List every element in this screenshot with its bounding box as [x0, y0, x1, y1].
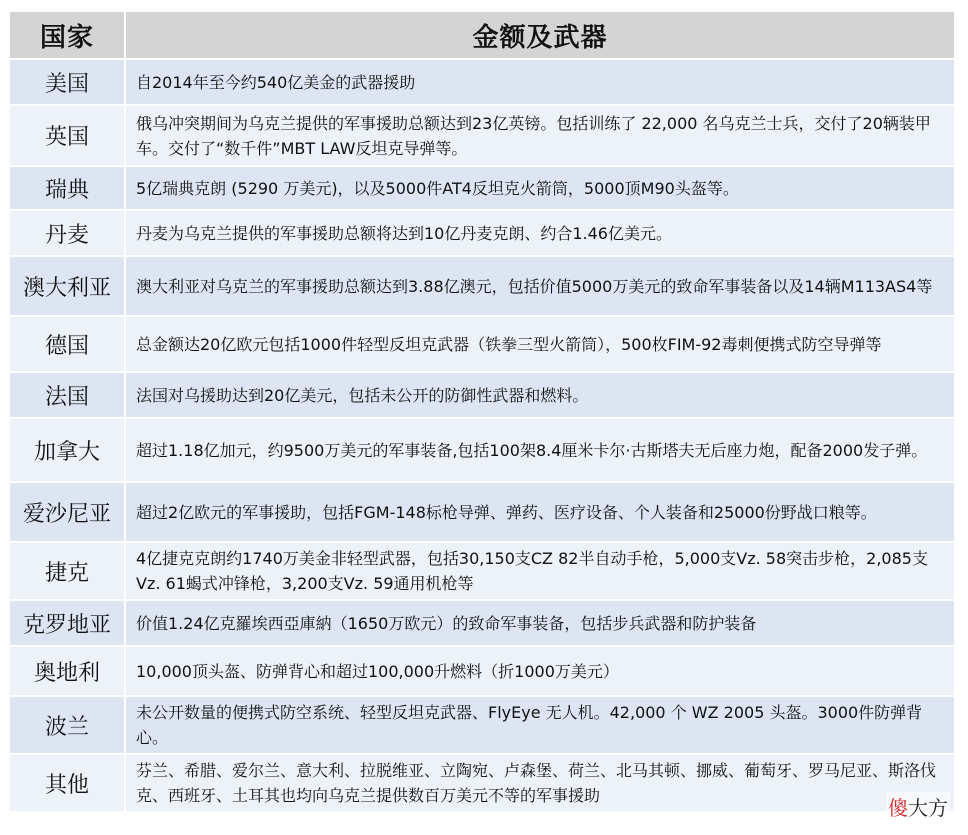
row-country: 澳大利亚 [10, 257, 126, 317]
row-detail: 价值1.24亿克羅埃西亞庫納（1650万欧元）的致命军事装备，包括步兵武器和防护装备 [126, 601, 956, 647]
table-row [10, 755, 956, 813]
row-detail: 芬兰、希腊、爱尔兰、意大利、拉脱维亚、立陶宛、卢森堡、荷兰、北马其顿、挪威、葡萄牙、罗马尼亚、斯洛伐克、西班牙、土耳其也均向乌克兰提供数百万美元不等的军事援助 [126, 755, 956, 813]
row-detail: 法国对乌援助达到20亿美元，包括未公开的防御性武器和燃料。 [126, 373, 956, 419]
row-country: 加拿大 [10, 419, 126, 483]
row-country: 瑞典 [10, 167, 126, 211]
header-detail: 金额及武器 [126, 12, 956, 60]
table-row [10, 257, 956, 317]
table-row [10, 419, 956, 483]
table-row [10, 211, 956, 257]
table-row [10, 697, 956, 755]
row-country: 法国 [10, 373, 126, 419]
table-row [10, 60, 956, 106]
table-row [10, 317, 956, 373]
table-header-row [10, 12, 956, 60]
row-country: 德国 [10, 317, 126, 373]
row-detail: 俄乌冲突期间为乌克兰提供的军事援助总额达到23亿英镑。包括训练了 22,000 名乌克兰士兵，交付了20辆装甲车。交付了“数千件”MBT LAW反坦克导弹等。 [126, 106, 956, 167]
row-country: 爱沙尼亚 [10, 483, 126, 543]
table-row [10, 483, 956, 543]
aid-table [10, 12, 956, 813]
table-row [10, 373, 956, 419]
watermark-text: 大方 [908, 796, 948, 820]
row-country: 丹麦 [10, 211, 126, 257]
header-country: 国家 [10, 12, 126, 60]
row-detail: 4亿捷克克朗约1740万美金非轻型武器，包括30,150支CZ 82半自动手枪，5,000支Vz. 58突击步枪，2,085支Vz. 61蝎式冲锋枪，3,200支Vz. 59通用机枪等 [126, 543, 956, 601]
row-detail: 未公开数量的便携式防空系统、轻型反坦克武器、FlyEye 无人机。42,000 个 WZ 2005 头盔。3000件防弹背心。 [126, 697, 956, 755]
row-country: 波兰 [10, 697, 126, 755]
row-country: 其他 [10, 755, 126, 813]
table-row [10, 167, 956, 211]
row-country: 美国 [10, 60, 126, 106]
watermark-logo [886, 792, 950, 821]
row-detail: 超过2亿欧元的军事援助，包括FGM-148标枪导弹、弹药、医疗设备、个人装备和25000份野战口粮等。 [126, 483, 956, 543]
row-country: 捷克 [10, 543, 126, 601]
row-country: 英国 [10, 106, 126, 167]
row-detail: 10,000顶头盔、防弹背心和超过100,000升燃料（折1000万美元） [126, 647, 956, 697]
table-row [10, 106, 956, 167]
row-detail: 丹麦为乌克兰提供的军事援助总额将达到10亿丹麦克朗、约合1.46亿美元。 [126, 211, 956, 257]
table-row [10, 601, 956, 647]
row-detail: 超过1.18亿加元，约9500万美元的军事装备,包括100架8.4厘米卡尔·古斯塔夫无后座力炮，配备2000发子弹。 [126, 419, 956, 483]
row-detail: 自2014年至今约540亿美金的武器援助 [126, 60, 956, 106]
row-country: 克罗地亚 [10, 601, 126, 647]
table-row [10, 543, 956, 601]
watermark-highlight: 傻 [888, 796, 908, 820]
table-row [10, 647, 956, 697]
row-country: 奥地利 [10, 647, 126, 697]
row-detail: 澳大利亚对乌克兰的军事援助总额达到3.88亿澳元，包括价值5000万美元的致命军事装备以及14辆M113AS4等 [126, 257, 956, 317]
row-detail: 总金额达20亿欧元包括1000件轻型反坦克武器（铁拳三型火箭筒），500枚FIM-92毒刺便携式防空导弹等 [126, 317, 956, 373]
row-detail: 5亿瑞典克朗 (5290 万美元)，以及5000件AT4反坦克火箭筒，5000顶M90头盔等。 [126, 167, 956, 211]
